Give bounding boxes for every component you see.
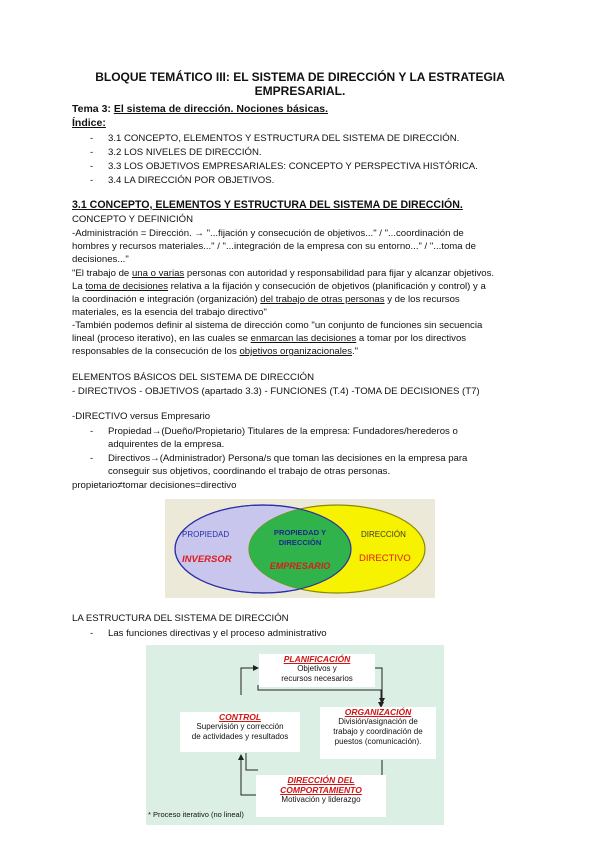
arrow-plan-to-org — [258, 685, 381, 707]
paragraph-line: materiales, es la esencia del trabajo directivo" — [72, 307, 267, 318]
indice-item: 3.1 CONCEPTO, ELEMENTOS Y ESTRUCTURA DEL SISTEMA DE DIRECCIÓN. — [108, 133, 460, 144]
venn-center-title: PROPIEDAD Y DIRECCIÓN — [273, 528, 327, 547]
paragraph-line: lineal (proceso iterativo), en las cuales se enmarcan las decisiones a tomar por los directivos — [72, 333, 467, 344]
indice-item: 3.2 LOS NIVELES DE DIRECCIÓN. — [108, 147, 262, 158]
directivo-heading: -DIRECTIVO versus Empresario — [72, 411, 211, 422]
arrow-control-to-plan — [241, 668, 258, 695]
list-item: adquirentes de la empresa. — [108, 439, 225, 450]
subheading: CONCEPTO Y DEFINICIÓN — [72, 214, 194, 225]
venn-right-title: DIRECCIÓN — [361, 530, 406, 539]
indice-label: Índice: — [72, 117, 106, 129]
paragraph-line: La toma de decisiones relativa a la fijación y consecución de objetivos (planificación y control) y a — [72, 281, 486, 292]
paragraph-line: -También podemos definir al sistema de dirección como "un conjunto de funciones sin secuencia — [72, 320, 483, 331]
bullet-dash: - — [90, 453, 94, 464]
list-item: Propiedad→(Dueño/Propietario) Titulares de la empresa: Fundadores/herederos o — [108, 426, 458, 437]
indice-item: 3.3 LOS OBJETIVOS EMPRESARIALES: CONCEPTO Y PERSPECTIVA HISTÓRICA. — [108, 161, 478, 172]
tema-line: Tema 3: El sistema de dirección. Nociones básicas. — [72, 103, 329, 115]
bullet-dash: - — [90, 133, 94, 144]
elementos-line: - DIRECTIVOS - OBJETIVOS (apartado 3.3) - FUNCIONES (T.4) -TOMA DE DECISIONES (T7) — [72, 386, 480, 397]
venn-svg — [165, 499, 435, 598]
venn-left-label: INVERSOR — [182, 554, 232, 565]
paragraph-line: hombres y recursos materiales..." / "...integración de la empresa con su entorno..." / "...toma de — [72, 241, 476, 252]
page-title: BLOQUE TEMÁTICO III: EL SISTEMA DE DIRECCIÓN Y LA ESTRATEGIA EMPRESARIAL. — [95, 70, 505, 98]
arrow-dir-to-control — [241, 755, 256, 795]
section-heading: 3.1 CONCEPTO, ELEMENTOS Y ESTRUCTURA DEL SISTEMA DE DIRECCIÓN. — [72, 199, 463, 211]
list-item: conseguir sus objetivos, coordinando el trabajo de otras personas. — [108, 466, 391, 477]
bullet-dash: - — [90, 161, 94, 172]
paragraph-line: -Administración = Dirección. → "...fijación y consecución de objetivos..." / "...coordinación de — [72, 228, 464, 239]
box-organizacion: ORGANIZACIÓN División/asignación de trabajo y coordinación de puestos (comunicación). — [320, 707, 436, 759]
bullet-dash: - — [90, 426, 94, 437]
process-note: * Proceso iterativo (no lineal) — [148, 810, 244, 819]
estructura-heading: LA ESTRUCTURA DEL SISTEMA DE DIRECCIÓN — [72, 613, 289, 624]
bullet-dash: - — [90, 147, 94, 158]
paragraph-line: "El trabajo de una o varias personas con autoridad y responsabilidad para fijar y alcanzar objetivos. — [72, 268, 495, 279]
box-direccion: DIRECCIÓN DEL COMPORTAMIENTO Motivación y liderazgo — [256, 775, 386, 817]
paragraph-line: responsables de la consecución de los objetivos organizacionales." — [72, 346, 359, 357]
indice-item: 3.4 LA DIRECCIÓN POR OBJETIVOS. — [108, 175, 275, 186]
list-item: Directivos→(Administrador) Persona/s que toman las decisiones en la empresa para — [108, 453, 468, 464]
paragraph-line: decisiones..." — [72, 254, 129, 265]
list-item: Las funciones directivas y el proceso administrativo — [108, 628, 327, 639]
bullet-dash: - — [90, 175, 94, 186]
venn-right-label: DIRECTIVO — [359, 553, 411, 564]
elementos-heading: ELEMENTOS BÁSICOS DEL SISTEMA DE DIRECCIÓN — [72, 372, 315, 383]
box-control: CONTROL Supervisión y corrección de actividades y resultados — [180, 712, 300, 752]
paragraph-line: la coordinación e integración (organización) del trabajo de otras personas y de los recursos — [72, 294, 460, 305]
venn-diagram — [165, 499, 435, 598]
bullet-dash: - — [90, 628, 94, 639]
process-diagram — [146, 645, 444, 825]
venn-left-title: PROPIEDAD — [182, 530, 230, 539]
equation-line: propietario≠tomar decisiones=directivo — [72, 480, 237, 491]
box-planificacion: PLANIFICACIÓN Objetivos y recursos necesarios — [259, 654, 375, 687]
venn-center-label: EMPRESARIO — [269, 561, 331, 571]
arrow-inner-loop — [246, 753, 258, 770]
